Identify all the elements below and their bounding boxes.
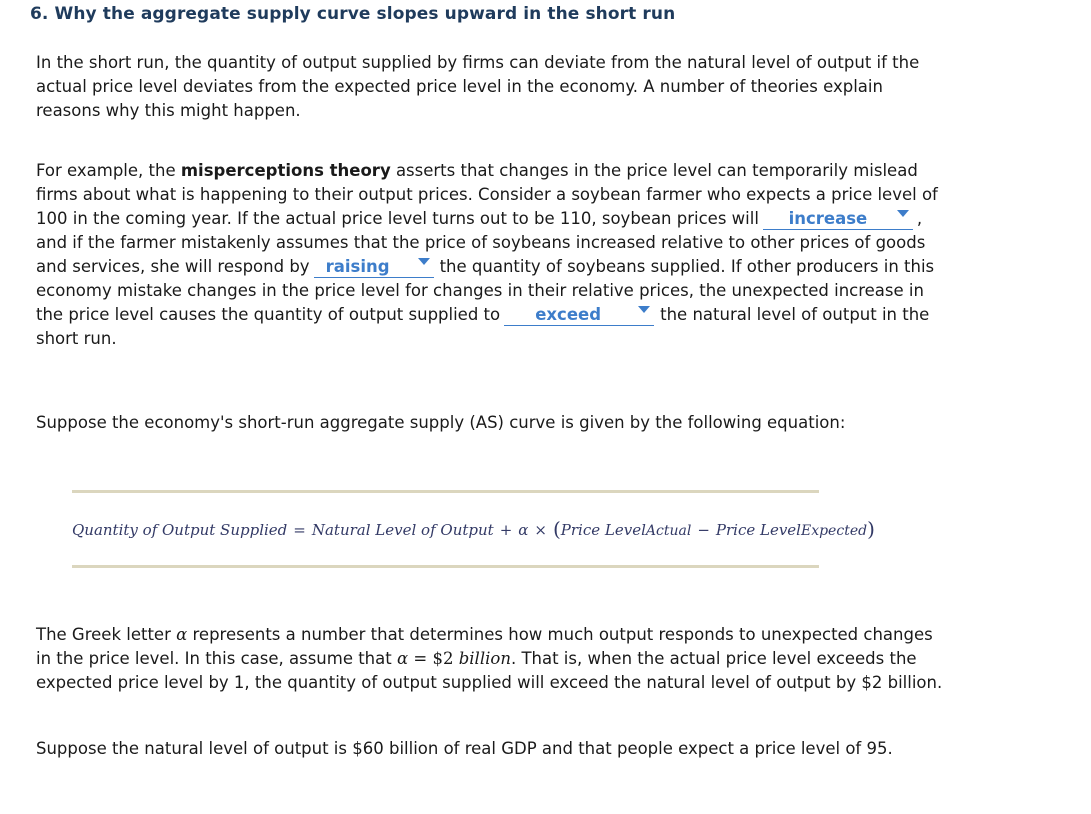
alpha-unit: billion bbox=[453, 649, 511, 668]
response-dropdown[interactable] bbox=[314, 256, 434, 278]
misperceptions-paragraph bbox=[36, 159, 946, 351]
question-title: 6. Why the aggregate supply curve slopes upward in the short run bbox=[30, 4, 676, 24]
example-text-5: the natural level of output in the short run. bbox=[36, 305, 930, 348]
eq-close-paren: ) bbox=[867, 517, 875, 541]
eq-alpha: α bbox=[518, 521, 529, 539]
example-text-3: , and if the farmer mistakenly assumes that the price of soybeans increased relative to other prices of goods and services, she will respond by bbox=[36, 209, 926, 276]
price-change-selected: increase bbox=[788, 209, 868, 228]
greek-text-2: represents a number that determines how much output responds to unexpected changes in the price level. In this case, assume that bbox=[36, 625, 933, 668]
greek-letter-paragraph bbox=[36, 623, 946, 695]
as-intro-paragraph: Suppose the economy's short-run aggregate supply (AS) curve is given by the following equation: bbox=[36, 413, 846, 432]
greek-text-1: The Greek letter bbox=[36, 625, 177, 644]
chevron-down-icon bbox=[418, 258, 430, 265]
response-selected: raising bbox=[325, 257, 390, 276]
greek-text-3: . That is, when the actual price level exceeds the expected price level by 1, the quantity of output supplied will exceed the natural level of output by $2 billion. bbox=[36, 649, 943, 692]
example-text-2: asserts that changes in the price level can temporarily mislead firms about what is happening to their output prices. Consider a soybean farmer who expects a price level of 100 in the coming year. If the actual price level turns out to be 110, soybean prices will bbox=[36, 161, 938, 228]
example-text-1: For example, the bbox=[36, 161, 181, 180]
eq-expected-sub: Expected bbox=[800, 523, 868, 539]
alpha-symbol-2: α bbox=[396, 649, 409, 668]
eq-actual-sub: Actual bbox=[645, 523, 692, 539]
eq-open-paren: ( bbox=[552, 517, 561, 541]
eq-equals: = bbox=[293, 521, 306, 539]
eq-actual: Price Level bbox=[560, 521, 646, 539]
eq-expected: Price Level bbox=[715, 521, 801, 539]
output-comparison-selected: exceed bbox=[535, 305, 602, 324]
equation-box bbox=[72, 490, 875, 568]
intro-paragraph: In the short run, the quantity of output supplied by firms can deviate from the natural level of output if the actual price level deviates from the expected price level in the economy. A number of theories explain reasons why this might happen. bbox=[36, 53, 920, 120]
chevron-down-icon bbox=[897, 210, 909, 217]
eq-plus: + bbox=[499, 521, 513, 539]
example-text-4: the quantity of soybeans supplied. If other producers in this economy mistake changes in the price level for changes in their relative prices, the unexpected increase in the price level causes the quantity of output supplied to bbox=[36, 257, 935, 324]
alpha-value: $2 bbox=[432, 649, 454, 668]
misperceptions-theory-term: misperceptions theory bbox=[180, 161, 391, 180]
eq-natural: Natural Level of Output bbox=[311, 521, 494, 539]
as-equation bbox=[72, 517, 875, 541]
eq-minus: − bbox=[697, 521, 710, 539]
price-change-dropdown[interactable] bbox=[763, 208, 913, 230]
eq-lhs: Quantity of Output Supplied bbox=[72, 521, 288, 539]
alpha-symbol: α bbox=[176, 625, 188, 644]
chevron-down-icon bbox=[638, 306, 650, 313]
alpha-equals: = bbox=[408, 649, 433, 668]
output-comparison-dropdown[interactable] bbox=[504, 304, 654, 326]
eq-times: × bbox=[534, 521, 547, 539]
natural-level-paragraph: Suppose the natural level of output is $60 billion of real GDP and that people expect a price level of 95. bbox=[36, 739, 893, 758]
